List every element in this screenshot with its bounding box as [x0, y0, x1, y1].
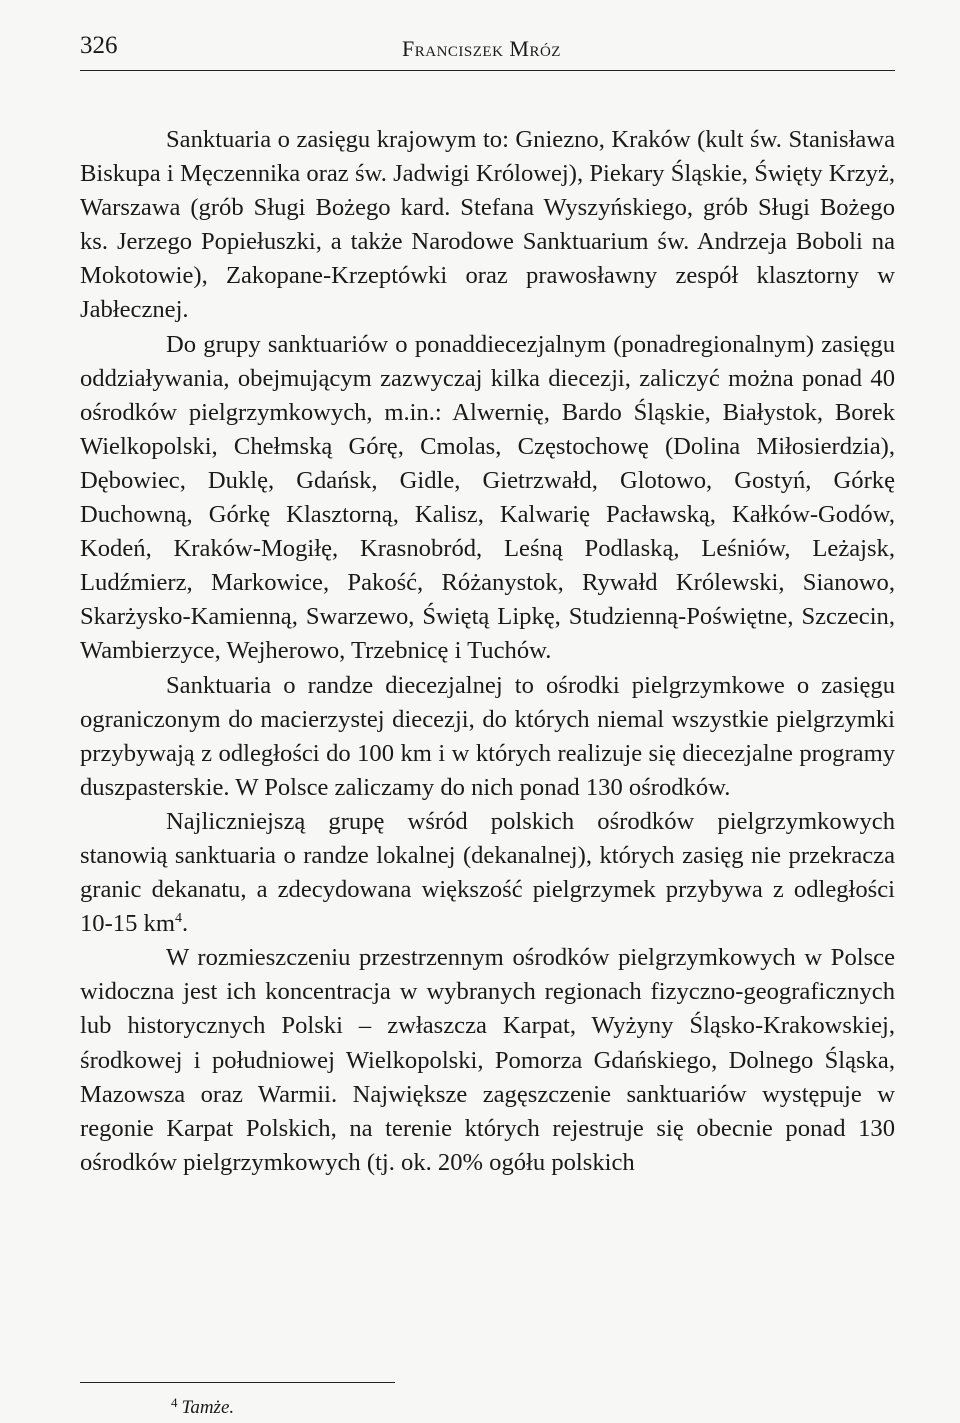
footnote-divider	[80, 1382, 395, 1383]
footnote	[171, 1392, 234, 1419]
paragraph: Najliczniejszą grupę wśród polskich ośrodków pielgrzymkowych stanowią sanktuaria o randze lokalnej (dekanalnej), których zasięg nie przekracza granic dekanatu, a zdecydowana większość pielgrzymek przybywa z odległości 10-15 $km^4$.	[80, 807, 895, 938]
paragraph: W rozmieszczeniu przestrzennym ośrodków pielgrzymkowych w Polsce widoczna jest ich koncentracja w wybranych regionach fizyczno-geograficznych lub historycznych Polski – zwłaszcza Karpat, Wyżyny Śląsko-Krakowskiej, środkowej i południowej Wielkopolski, Pomorza Gdańskiego, Dolnego Śląska, Mazowsza oraz Warmii. Największe zagęszczenie sanktuariów występuje w regonie Karpat Polskich, na terenie których rejestruje się obecnie ponad 130 ośrodków pielgrzymkowych (tj. ok. 20% ogółu polskich	[80, 944, 895, 1176]
body-text	[80, 123, 895, 1180]
page-header	[80, 32, 895, 71]
paragraph: Do grupy sanktuariów o ponaddiecezjalnym (ponadregionalnym) zasięgu oddziaływania, obejmującym zazwyczaj kilka diecezji, zaliczyć można ponad 40 ośrodków pielgrzymkowych, m.in.: Alwernię, Bardo Śląskie, Białystok, Borek Wielkopolski, Chełmską Górę, Cmolas, Częstochowę (Dolina Miłosierdzia), Dębowiec, Duklę, Gdańsk, Gidle, Gietrzwałd, Glotowo, Gostyń, Górkę Duchowną, Górkę Klasztorną, Kalisz, Kalwarię Pacławską, Kałków-Godów, Kodeń, Kraków-Mogiłę, Krasnobród, Leśną Podlaską, Leśniów, Leżajsk, Ludźmierz, Markowice, Pakość, Różanystok, Rywałd Królewski, Sianowo, Skarżysko-Kamienną, Swarzewo, Świętą Lipkę, Studzienną-Poświętne, Szczecin, Wambierzyce, Wejherowo, Trzebnicę i Tuchów.	[80, 330, 895, 665]
footnote-text: Tamże.	[181, 1397, 235, 1418]
running-head: Franciszek Mróz	[402, 36, 561, 61]
footnote-mark: 4	[171, 1395, 178, 1410]
page-number: 326	[80, 32, 118, 59]
paragraph: Sanktuaria o zasięgu krajowym to: Gniezno, Kraków (kult św. Stanisława Biskupa i Męczennika oraz św. Jadwigi Królowej), Piekary Śląskie, Święty Krzyż, Warszawa (grób Sługi Bożego kard. Stefana Wyszyńskiego, grób Sługi Bożego ks. Jerzego Popiełuszki, a także Narodowe Sanktuarium św. Andrzeja Boboli na Mokotowie), Zakopane-Krzeptówki oraz prawosławny zespół klasztorny w Jabłecznej.	[80, 126, 895, 324]
page	[80, 32, 895, 1180]
footnote-ref[interactable]: 4	[174, 911, 182, 927]
paragraph: Sanktuaria o randze diecezjalnej to ośrodki pielgrzymkowe o zasięgu ograniczonym do macierzystej diecezji, do których niemal wszystkie pielgrzymki przybywają z odległości do 100 km i w których realizuje się diecezjalne programy duszpasterskie. W Polsce zaliczamy do nich ponad 130 ośrodków.	[80, 671, 895, 801]
